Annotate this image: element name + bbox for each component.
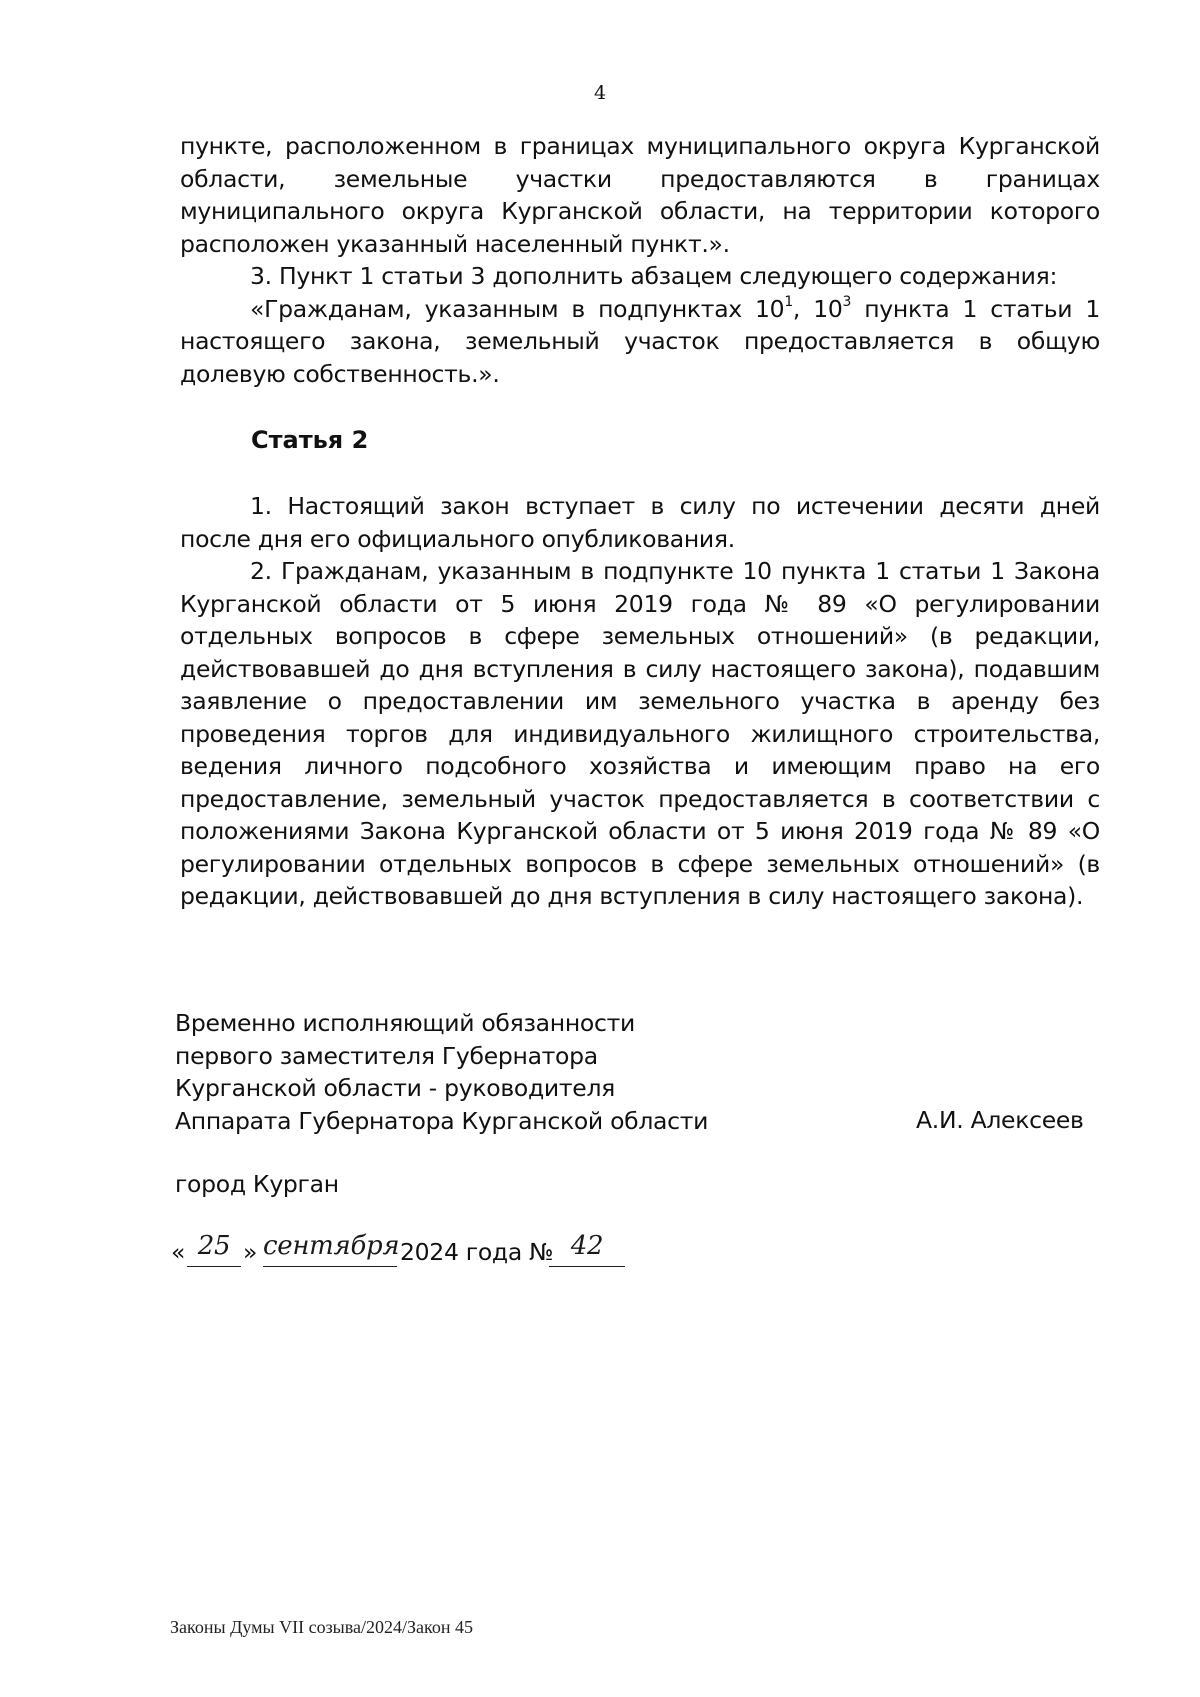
paragraph: пункте, расположенном в границах муниципального округа Курганской области, земельные участки предоставляются в границах муниципального округа Курганской области, на территории которого расположен указанный населенный пункт.».: [180, 132, 1100, 258]
footer: Законы Думы VII созыва/2024/Закон 45: [170, 1617, 473, 1637]
article-1-continuation: [180, 130, 1100, 390]
article-heading: Статья 2: [251, 426, 369, 454]
paragraph: 1. Настоящий закон вступает в силу по истечении десяти дней после дня его официального опубликования.: [180, 492, 1100, 553]
paragraph: [180, 293, 1100, 391]
handwritten-number: 42: [549, 1230, 625, 1267]
signer-title-line: первого заместителя Губернатора: [175, 1041, 598, 1070]
paragraph: 2. Гражданам, указанным в подпункте 10 пункта 1 статьи 1 Закона Курганской области от 5 июня 2019 года № 89 «О регулировании отдельных вопросов в сфере земельных отношений» (в редакции, действовавшей до дня вступления в силу настоящего закона), подавшим заявление о предоставлении им земельного участка в аренду без проведения торгов для индивидуального жилищного строительства, ведения личного подсобного хозяйства и имеющим право на его предоставление, земельный участок предоставляется в соответствии с положениями Закона Курганской области от 5 июня 2019 года № 89 «О регулировании отдельных вопросов в сфере земельных отношений» (в редакции, действовавшей до дня вступления в силу настоящего закона).: [180, 557, 1100, 910]
year-text: 2024 года №: [400, 1238, 554, 1266]
signer-title-line: Курганской области - руководителя: [175, 1074, 615, 1102]
handwritten-month: сентября: [263, 1230, 397, 1267]
page-number: 4: [593, 82, 607, 104]
paragraph-text: «Гражданам, указанным в подпунктах 10: [250, 294, 785, 323]
signer-title-line: Аппарата Губернатора Курганской области: [175, 1106, 709, 1135]
paragraph-text: пункта 1 статьи 1 настоящего закона, земельный участок предоставляется в общую долевую собственность.».: [180, 294, 1100, 388]
signer-name: А.И. Алексеев: [916, 1106, 1084, 1134]
signer-title: [175, 1007, 708, 1137]
superscript: 3: [842, 293, 852, 310]
handwritten-day: 25: [187, 1230, 241, 1267]
paragraph: 3. Пункт 1 статьи 3 дополнить абзацем следующего содержания:: [250, 262, 1058, 290]
article-2-body: [180, 490, 1100, 913]
superscript: 1: [784, 293, 793, 310]
signer-title-line: Временно исполняющий обязанности: [175, 1009, 635, 1037]
open-quote: «: [171, 1238, 186, 1266]
paragraph-text: , 10: [792, 294, 843, 323]
close-quote: »: [243, 1238, 258, 1266]
city: город Курган: [175, 1170, 339, 1198]
